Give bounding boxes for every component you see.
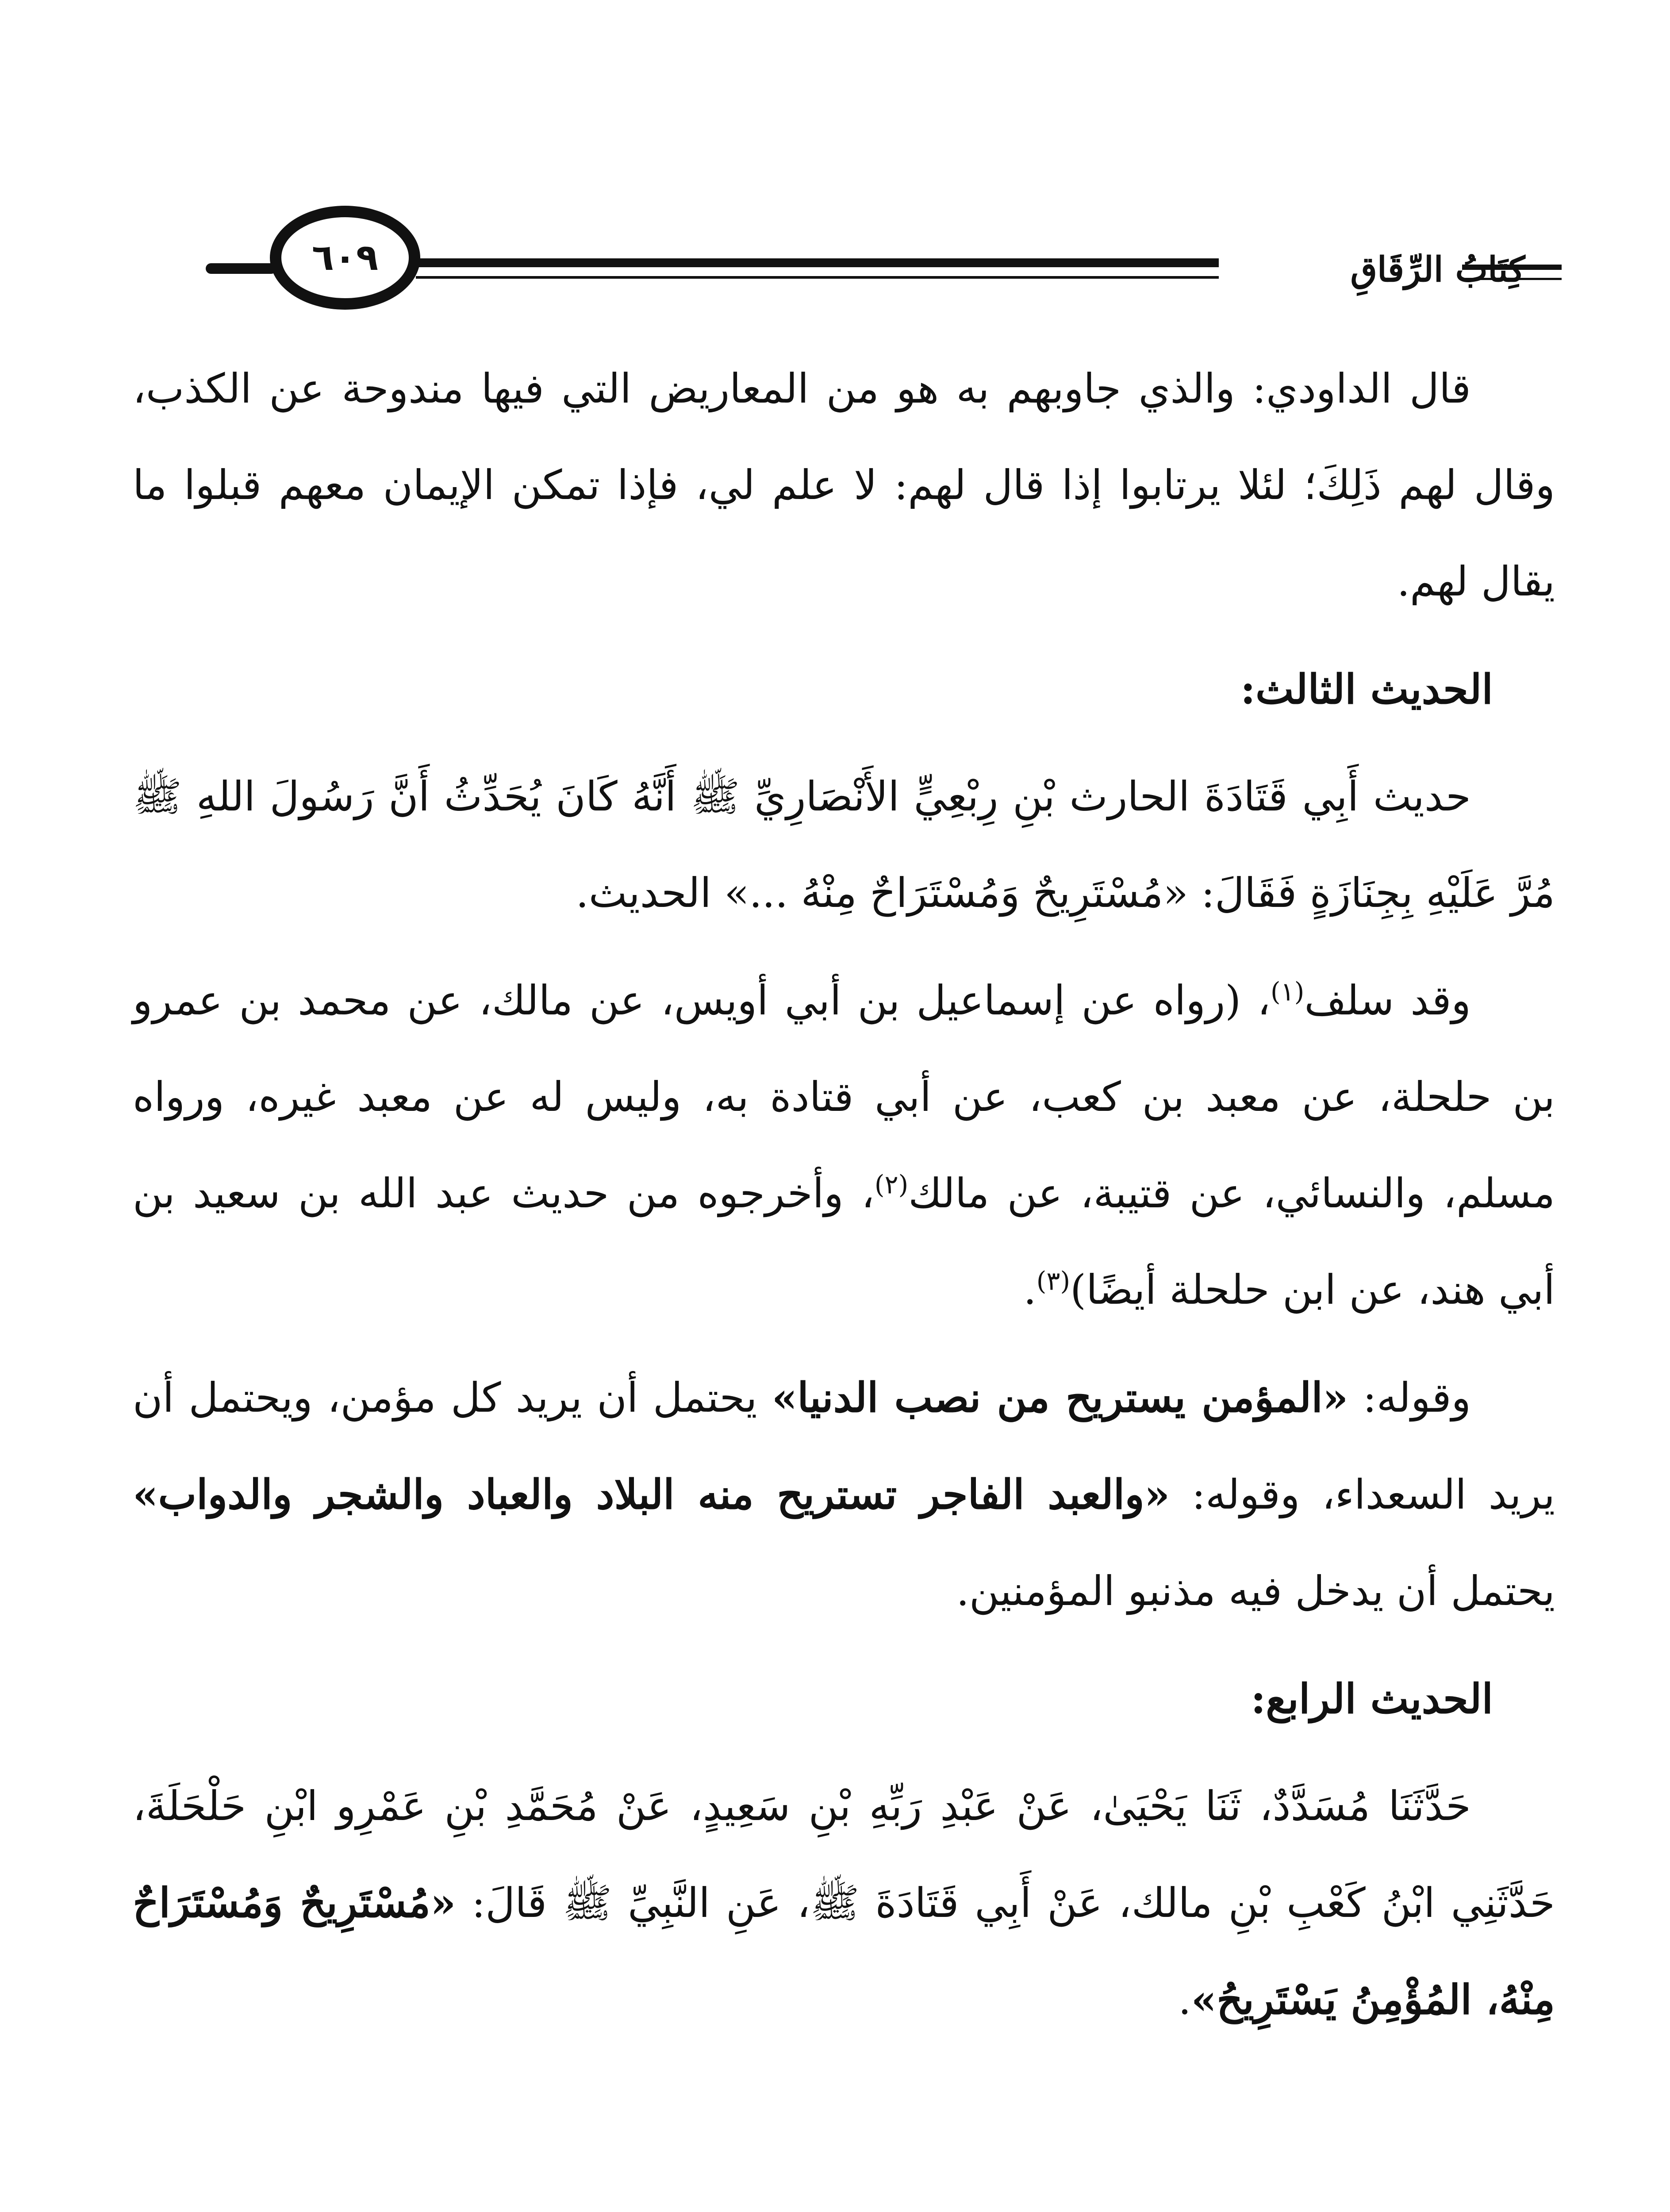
text-run: وقد سلف xyxy=(1304,977,1471,1024)
paragraph-fourth-hadith-isnad xyxy=(133,1758,1555,2048)
text-run: ، وأخرجوه من حديث عبد الله بن سعيد بن أبي هند، عن ابن حلحلة أيضًا) xyxy=(133,1170,1555,1313)
header-rule-middle-thin xyxy=(416,276,1219,279)
text-run: وقوله: xyxy=(1348,1374,1471,1421)
text-run: . xyxy=(1023,1266,1037,1313)
footnote-ref-1[interactable]: (١) xyxy=(1270,976,1305,1007)
section-heading-fourth-hadith: الحديث الرابع: xyxy=(1251,1675,1493,1723)
page-number: ٦٠٩ xyxy=(311,237,379,279)
paragraph-third-hadith-text: حديث أَبِي قَتَادَةَ الحارث بْنِ رِبْعِيٍّ الأَنْصَارِيِّ ﷺ أَنَّهُ كَانَ يُحَدِّثُ أَنَّ رَسُولَ اللهِ ﷺ مُرَّ عَلَيْهِ بِجِنَازَةٍ فَقَالَ: «مُسْتَرِيحٌ وَمُسْتَرَاحٌ مِنْهُ ...» الحديث. xyxy=(133,773,1555,917)
quoted-phrase: «والعبد الفاجر تستريح منه البلاد والعباد والشجر والدواب» xyxy=(133,1471,1170,1518)
paragraph-commentary xyxy=(133,1349,1555,1640)
paragraph-previous-reference xyxy=(133,952,1555,1338)
header-rule-middle-thick xyxy=(416,258,1219,267)
text-run: حَدَّثَنَا مُسَدَّدٌ، ثَنَا يَحْيَىٰ، عَنْ عَبْدِ رَبِّهِ بْنِ سَعِيدٍ، عَنْ مُحَمَّدِ بْنِ عَمْرِو ابْنِ حَلْحَلَةَ، حَدَّثَنِي ابْنُ كَعْبِ بْنِ مالك، عَنْ أَبِي قَتَادَةَ ﷺ، عَنِ النَّبِيِّ ﷺ قَالَ: xyxy=(133,1782,1555,1927)
text-run: يحتمل أن يريد كل مؤمن، ويحتمل أن يريد السعداء، وقوله: xyxy=(133,1374,1555,1518)
text-run: . xyxy=(1178,1976,1191,2024)
quoted-phrase: «مُسْتَرِيحٌ وَمُسْتَرَاحٌ مِنْهُ، المُؤْمِنُ يَسْتَرِيحُ» xyxy=(133,1879,1555,2024)
quoted-phrase: «المؤمن يستريح من نصب الدنيا» xyxy=(772,1374,1348,1421)
text-run: يحتمل أن يدخل فيه مذنبو المؤمنين. xyxy=(956,1567,1555,1615)
footnote-ref-2[interactable]: (٢) xyxy=(874,1169,909,1200)
section-heading-third-hadith: الحديث الثالث: xyxy=(1240,665,1493,713)
footnote-ref-3[interactable]: (٣) xyxy=(1036,1266,1071,1296)
running-head-book-title: كِتَابُ الرِّقَاقِ xyxy=(1350,250,1525,290)
main-text xyxy=(133,341,1555,2059)
paragraph-dawudi: قال الداودي: والذي جاوبهم به هو من المعاريض التي فيها مندوحة عن الكذب، وقال لهم ذَلِكَ؛ لئلا يرتابوا إذا قال لهم: لا علم لي، فإذا تمكن الإيمان معهم قبلوا ما يقال لهم. xyxy=(133,365,1555,605)
text-run: ، (رواه عن إسماعيل بن أبي أويس، عن مالك، عن محمد بن عمرو بن حلحلة، عن معبد بن كعب، عن أبي قتادة به، وليس له عن معبد غيره، ورواه مسلم، والنسائي، عن قتيبة، عن مالك xyxy=(133,977,1555,1217)
header-rule-left-tail xyxy=(206,263,276,274)
